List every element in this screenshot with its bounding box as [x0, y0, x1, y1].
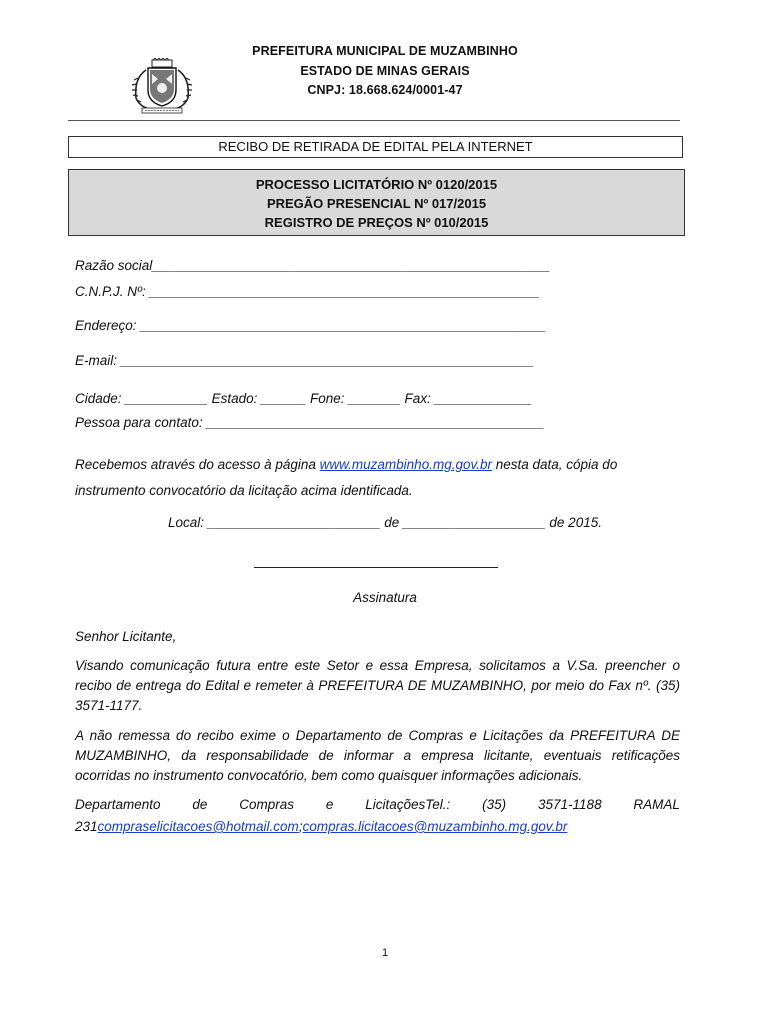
instructions-paragraph: Visando comunicação futura entre este Setor e essa Empresa, solicitamos a V.Sa. preencher o recibo de entrega do Edital e remeter à PREFEITURA DE MUZAMBINHO, por meio do Fax nº. (35) 3571-1177. [75, 658, 680, 713]
receipt-text-end: nesta data, cópia do instrumento convocatório da licitação acima identificada. [75, 457, 618, 498]
city-state-phone-fax-fields[interactable]: Cidade: ___________ Estado: ______ Fone: _______ Fax: _____________ [75, 391, 533, 406]
department-emails-line [75, 817, 680, 837]
contact-person-field[interactable]: Pessoa para contato: _____________________________________________ [75, 415, 545, 430]
receipt-text-start: Recebemos através do acesso à página [75, 457, 320, 472]
municipality-name: PREFEITURA MUNICIPAL DE MUZAMBINHO [252, 44, 518, 58]
razao-social-field[interactable]: Razão social_____________________________________________________ [75, 258, 551, 273]
email-field[interactable]: E-mail: _______________________________________________________ [75, 353, 534, 368]
document-title-box: RECIBO DE RETIRADA DE EDITAL PELA INTERNET [68, 136, 683, 158]
dept-word: LicitaçõesTel.: [365, 797, 451, 812]
dept-word: RAMAL [633, 797, 680, 812]
department-contact-row [75, 797, 680, 812]
dept-word: e [325, 797, 334, 812]
dept-word: (35) [482, 797, 507, 812]
hotmail-email-link[interactable]: compraselicitacoes@hotmail.com [97, 819, 299, 834]
address-field[interactable]: Endereço: ______________________________________________________ [75, 318, 546, 333]
dept-word: de [192, 797, 208, 812]
cnpj-field[interactable]: C.N.P.J. Nº: ____________________________________________________ [75, 284, 540, 299]
price-registry-number: REGISTRO DE PREÇOS Nº 010/2015 [264, 215, 489, 230]
pregao-number: PREGÃO PRESENCIAL Nº 017/2015 [266, 196, 487, 211]
header-divider [68, 120, 680, 121]
process-number: PROCESSO LICITATÓRIO Nº 0120/2015 [255, 177, 498, 192]
receipt-statement [75, 452, 680, 504]
state-name: ESTADO DE MINAS GERAIS [300, 64, 470, 78]
signature-line [254, 567, 498, 568]
ramal-number: 231 [75, 819, 98, 834]
cnpj-line: CNPJ: 18.668.624/0001-47 [307, 83, 463, 97]
dept-word: Compras [239, 797, 295, 812]
signature-label: Assinatura [353, 590, 417, 605]
dept-word: 3571-1188 [538, 797, 602, 812]
website-link[interactable]: www.muzambinho.mg.gov.br [319, 457, 492, 472]
gov-email-link[interactable]: compras.licitacoes@muzambinho.mg.gov.br [302, 819, 568, 834]
dept-word: Departamento [75, 797, 161, 812]
page-number: 1 [381, 947, 389, 959]
email-separator: ; [298, 819, 303, 834]
disclaimer-paragraph: A não remessa do recibo exime o Departamento de Compras e Licitações da PREFEITURA DE MUZAMBINHO, da responsabilidade de informar a empresa licitante, eventuais retificações ocorridas no instrumento convocatório, bem como quaisquer informações adicionais. [75, 728, 680, 783]
process-info-box [68, 169, 685, 236]
local-date-line: Local: _______________________ de ___________________ de 2015. [168, 515, 602, 530]
greeting: Senhor Licitante, [75, 629, 177, 644]
